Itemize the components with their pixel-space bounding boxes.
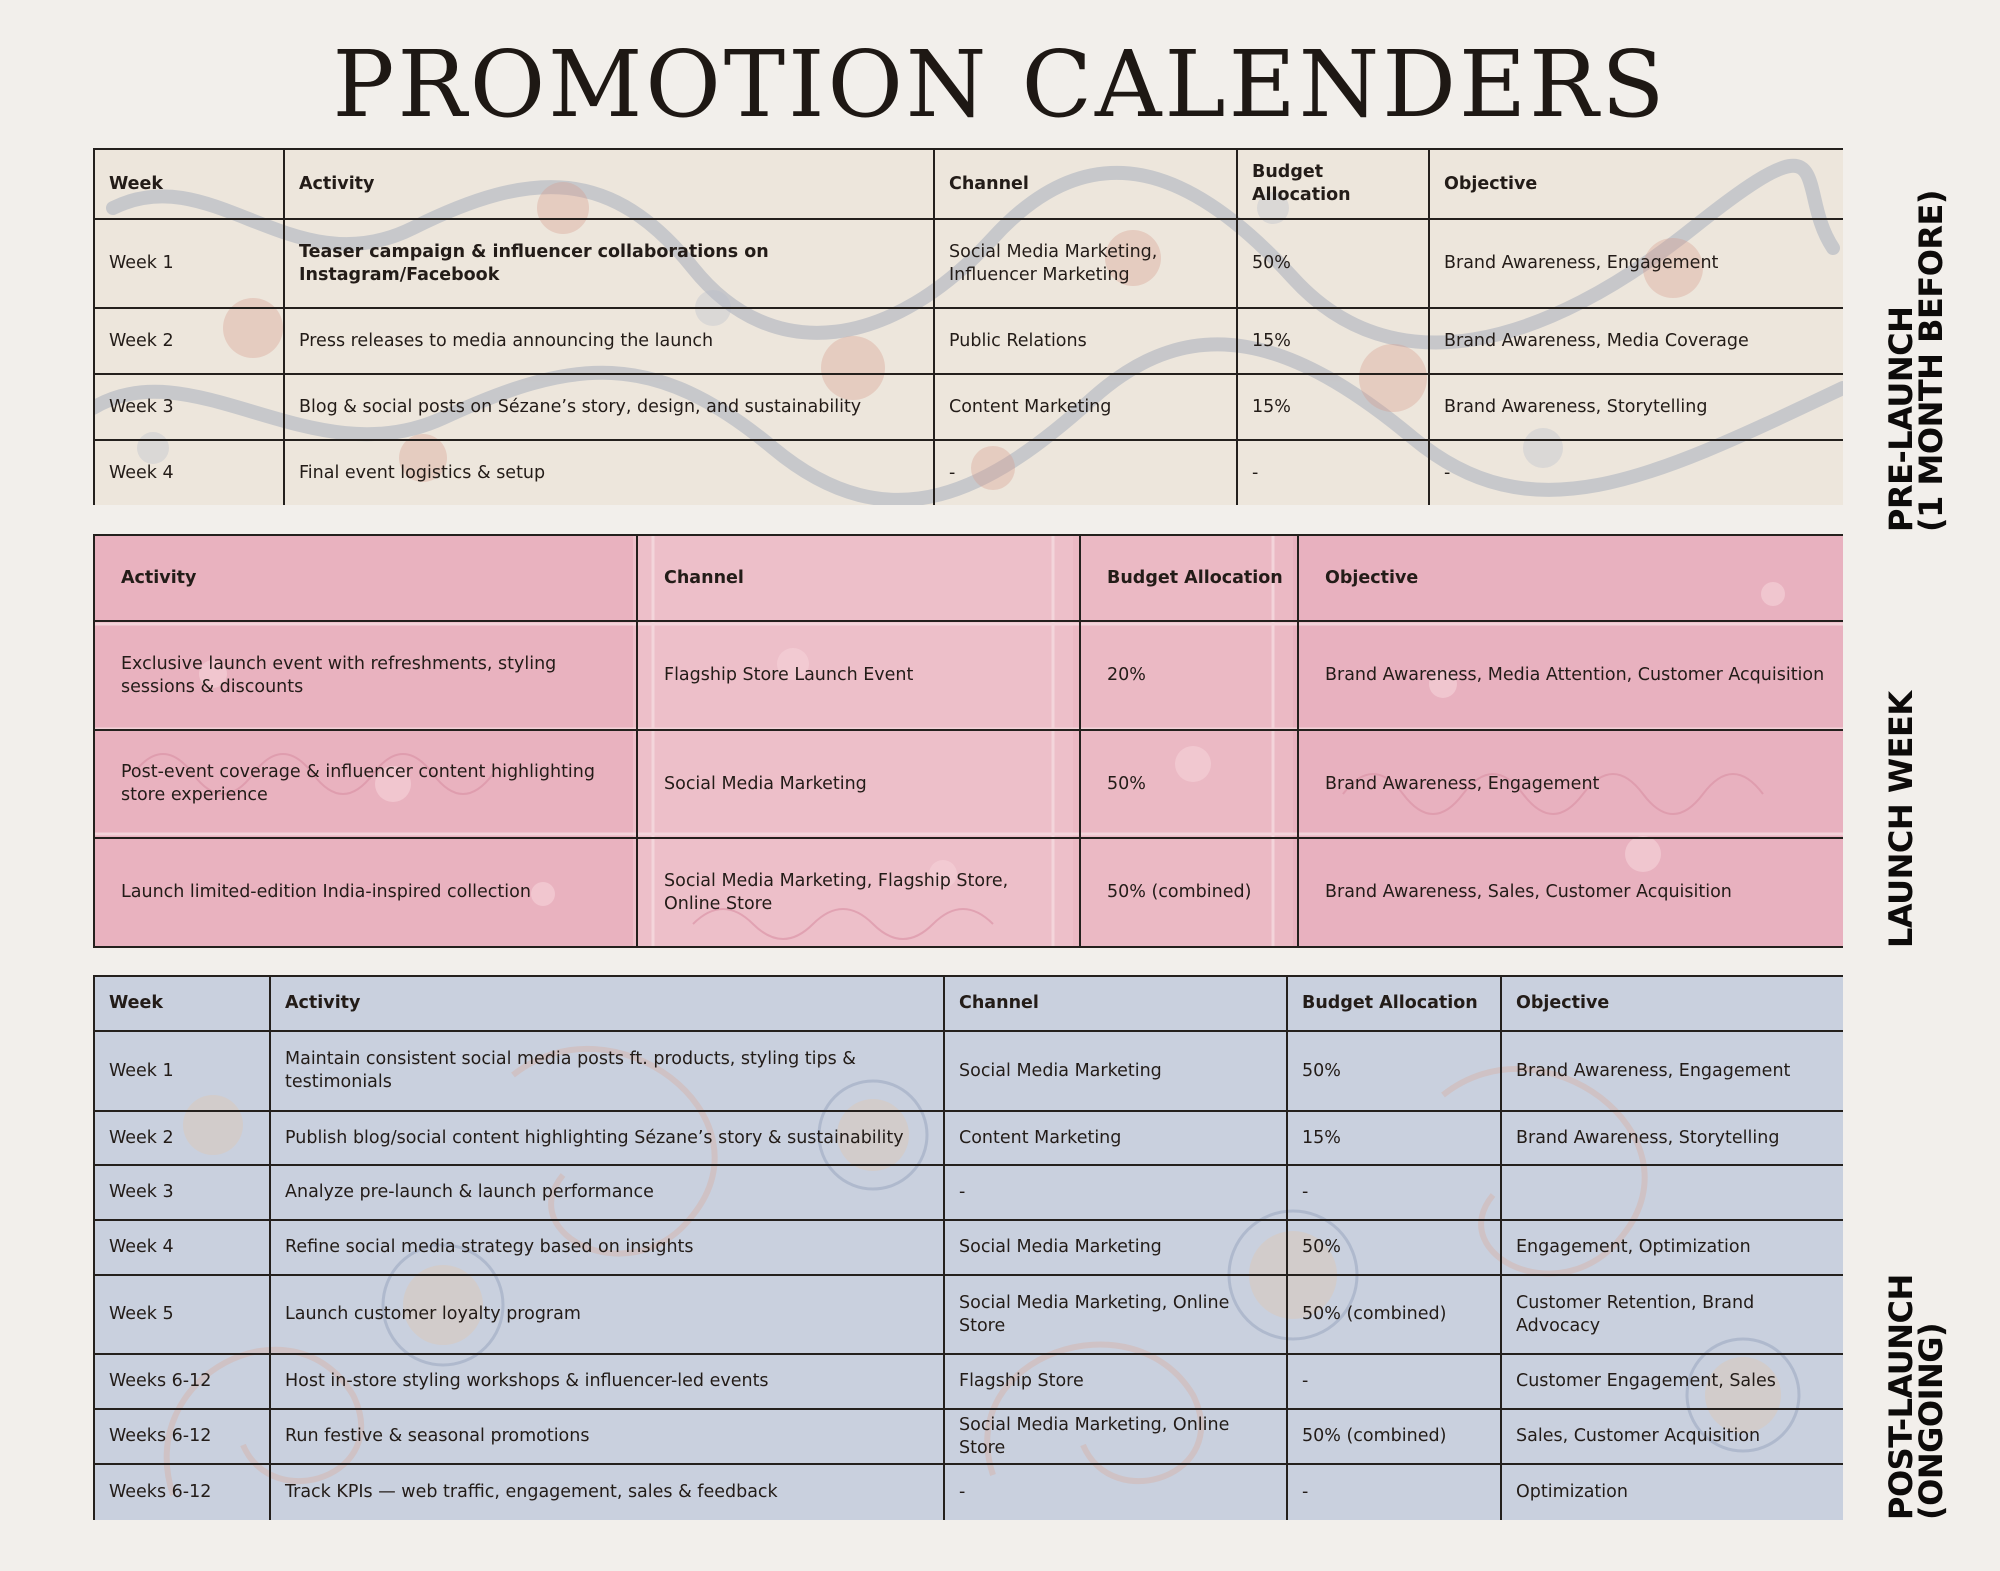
cell-channel: Public Relations [934, 308, 1237, 374]
cell-budget: - [1287, 1354, 1501, 1409]
cell-activity: Exclusive launch event with refreshments, styling sessions & discounts [94, 621, 637, 730]
table-row [94, 219, 1843, 308]
cell-budget: 15% [1237, 374, 1429, 440]
cell-budget: 20% [1080, 621, 1298, 730]
cell-channel: Content Marketing [934, 374, 1237, 440]
prelaunch-table [93, 148, 1843, 505]
column-header: Channel [637, 535, 1080, 621]
cell-activity: Run festive & seasonal promotions [270, 1409, 944, 1464]
cell-objective: Sales, Customer Acquisition [1501, 1409, 1843, 1464]
column-header: Channel [944, 976, 1287, 1031]
cell-objective: Brand Awareness, Media Attention, Customer Acquisition [1298, 621, 1843, 730]
cell-week: Week 1 [94, 1031, 270, 1111]
cell-channel: Social Media Marketing, Influencer Marketing [934, 219, 1237, 308]
column-header: Activity [94, 535, 637, 621]
cell-budget: 50% (combined) [1287, 1275, 1501, 1354]
cell-objective [1501, 1165, 1843, 1220]
cell-week: Week 3 [94, 1165, 270, 1220]
launch-table-wrap [93, 534, 1843, 948]
cell-channel: - [944, 1464, 1287, 1520]
cell-objective: - [1429, 440, 1843, 505]
cell-channel: - [934, 440, 1237, 505]
column-header: Budget Allocation [1237, 149, 1429, 219]
postlaunch-table [93, 975, 1843, 1520]
prelaunch-table-wrap [93, 148, 1843, 505]
cell-objective: Brand Awareness, Engagement [1298, 730, 1843, 838]
table-row [94, 440, 1843, 505]
cell-objective: Brand Awareness, Media Coverage [1429, 308, 1843, 374]
table-row [94, 1031, 1843, 1111]
table-header-row [94, 535, 1843, 621]
section-label-line: (ONGOING) [1912, 1322, 1950, 1520]
column-header: Week [94, 976, 270, 1031]
table-row [94, 621, 1843, 730]
cell-channel: Social Media Marketing [944, 1220, 1287, 1275]
cell-week: Weeks 6-12 [94, 1464, 270, 1520]
cell-activity: Press releases to media announcing the launch [284, 308, 934, 374]
table-row [94, 1275, 1843, 1354]
section-label-line: POST-LAUNCH [1882, 1274, 1920, 1520]
cell-activity: Final event logistics & setup [284, 440, 934, 505]
column-header: Objective [1501, 976, 1843, 1031]
cell-activity: Post-event coverage & influencer content highlighting store experience [94, 730, 637, 838]
table-row [94, 308, 1843, 374]
table-header-row [94, 149, 1843, 219]
cell-week: Week 4 [94, 440, 284, 505]
column-header: Channel [934, 149, 1237, 219]
cell-budget: 50% [1287, 1031, 1501, 1111]
cell-activity: Track KPIs — web traffic, engagement, sales & feedback [270, 1464, 944, 1520]
cell-objective: Brand Awareness, Engagement [1501, 1031, 1843, 1111]
cell-week: Week 5 [94, 1275, 270, 1354]
cell-week: Week 2 [94, 308, 284, 374]
cell-activity: Refine social media strategy based on insights [270, 1220, 944, 1275]
column-header: Activity [270, 976, 944, 1031]
launch-section-label [1882, 691, 1920, 948]
postlaunch-section-label [1882, 1274, 1950, 1520]
table-row [94, 838, 1843, 947]
column-header: Objective [1298, 535, 1843, 621]
table-row [94, 1354, 1843, 1409]
cell-channel: Social Media Marketing, Flagship Store, Online Store [637, 838, 1080, 947]
cell-channel: Social Media Marketing, Online Store [944, 1275, 1287, 1354]
cell-week: Week 4 [94, 1220, 270, 1275]
cell-budget: - [1237, 440, 1429, 505]
postlaunch-table-wrap [93, 975, 1843, 1520]
column-header: Week [94, 149, 284, 219]
cell-channel: - [944, 1165, 1287, 1220]
cell-activity: Blog & social posts on Sézane’s story, design, and sustainability [284, 374, 934, 440]
cell-week: Week 1 [94, 219, 284, 308]
cell-budget: 50% (combined) [1287, 1409, 1501, 1464]
table-row [94, 374, 1843, 440]
cell-budget: 50% (combined) [1080, 838, 1298, 947]
section-label-line: (1 MONTH BEFORE) [1912, 189, 1950, 532]
cell-activity: Publish blog/social content highlighting Sézane’s story & sustainability [270, 1111, 944, 1165]
cell-budget: 50% [1287, 1220, 1501, 1275]
cell-channel: Social Media Marketing [637, 730, 1080, 838]
column-header: Budget Allocation [1287, 976, 1501, 1031]
cell-week: Week 3 [94, 374, 284, 440]
cell-budget: - [1287, 1165, 1501, 1220]
section-label-line: LAUNCH WEEK [1882, 691, 1920, 948]
cell-activity: Analyze pre-launch & launch performance [270, 1165, 944, 1220]
cell-channel: Content Marketing [944, 1111, 1287, 1165]
table-header-row [94, 976, 1843, 1031]
page-title: PROMOTION CALENDERS [332, 31, 1668, 138]
cell-objective: Brand Awareness, Engagement [1429, 219, 1843, 308]
section-label-line: PRE-LAUNCH [1882, 306, 1920, 532]
cell-objective: Brand Awareness, Storytelling [1501, 1111, 1843, 1165]
cell-objective: Customer Retention, Brand Advocacy [1501, 1275, 1843, 1354]
cell-channel: Flagship Store [944, 1354, 1287, 1409]
cell-activity: Launch customer loyalty program [270, 1275, 944, 1354]
table-row [94, 1165, 1843, 1220]
cell-objective: Brand Awareness, Sales, Customer Acquisition [1298, 838, 1843, 947]
cell-week: Week 2 [94, 1111, 270, 1165]
prelaunch-section-label [1882, 189, 1950, 532]
launch-table [93, 534, 1843, 948]
table-row [94, 1220, 1843, 1275]
cell-channel: Flagship Store Launch Event [637, 621, 1080, 730]
cell-objective: Customer Engagement, Sales [1501, 1354, 1843, 1409]
cell-activity: Maintain consistent social media posts ft. products, styling tips & testimonials [270, 1031, 944, 1111]
cell-channel: Social Media Marketing [944, 1031, 1287, 1111]
cell-budget: 15% [1287, 1111, 1501, 1165]
column-header: Budget Allocation [1080, 535, 1298, 621]
cell-objective: Optimization [1501, 1464, 1843, 1520]
cell-week: Weeks 6-12 [94, 1354, 270, 1409]
cell-budget: 50% [1080, 730, 1298, 838]
cell-week: Weeks 6-12 [94, 1409, 270, 1464]
cell-activity: Host in-store styling workshops & influencer-led events [270, 1354, 944, 1409]
column-header: Objective [1429, 149, 1843, 219]
cell-activity: Teaser campaign & influencer collaborations on Instagram/Facebook [284, 219, 934, 308]
cell-budget: 15% [1237, 308, 1429, 374]
cell-objective: Engagement, Optimization [1501, 1220, 1843, 1275]
table-row [94, 1464, 1843, 1520]
cell-activity: Launch limited-edition India-inspired collection [94, 838, 637, 947]
column-header: Activity [284, 149, 934, 219]
cell-budget: 50% [1237, 219, 1429, 308]
table-row [94, 1111, 1843, 1165]
cell-objective: Brand Awareness, Storytelling [1429, 374, 1843, 440]
table-row [94, 1409, 1843, 1464]
table-row [94, 730, 1843, 838]
cell-channel: Social Media Marketing, Online Store [944, 1409, 1287, 1464]
cell-budget: - [1287, 1464, 1501, 1520]
